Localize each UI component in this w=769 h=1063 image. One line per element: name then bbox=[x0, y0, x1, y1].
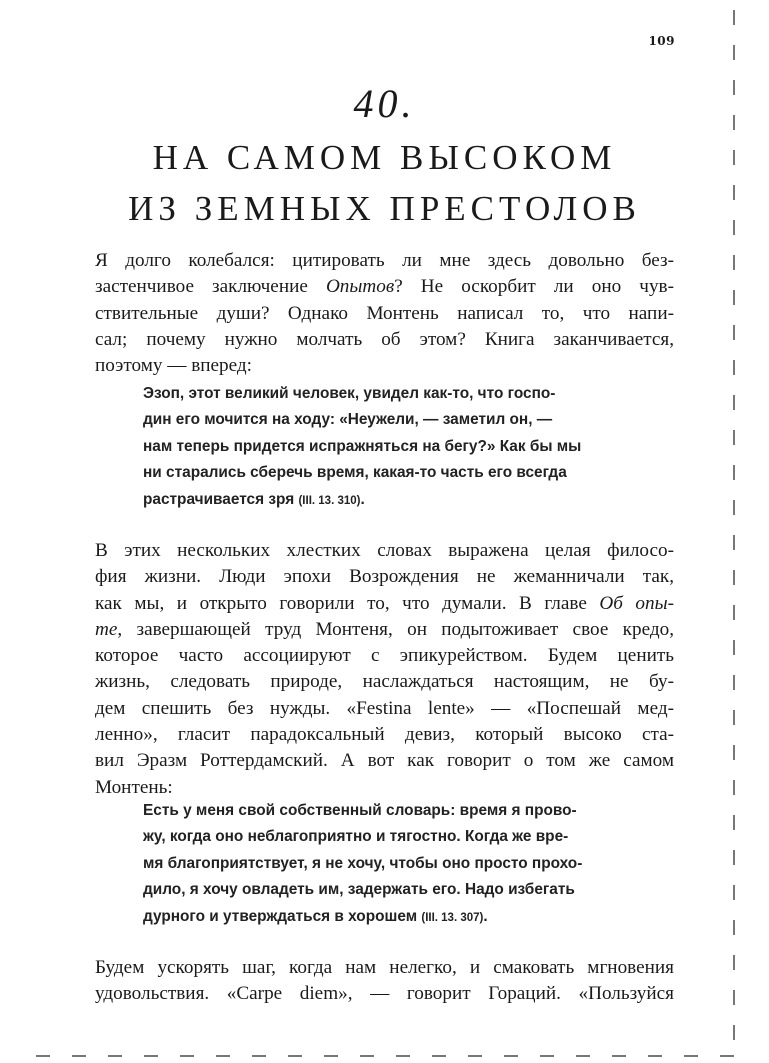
crop-mark bbox=[432, 1055, 446, 1057]
crop-mark bbox=[733, 255, 735, 270]
chapter-title bbox=[0, 132, 769, 234]
text-line: Монтень: bbox=[95, 776, 173, 798]
crop-mark bbox=[733, 990, 735, 1005]
crop-mark bbox=[733, 605, 735, 620]
crop-mark bbox=[733, 780, 735, 795]
text-line: ствительные души? Однако Монтень написал то, что напи- bbox=[95, 302, 674, 324]
page-number: 109 bbox=[648, 34, 675, 48]
text-fragment: , завершающей труд Монтеня, он подытоживает свое кредо, bbox=[117, 618, 674, 640]
text-fragment: . bbox=[360, 490, 365, 508]
text-fragment: как мы, и открыто говорили то, что думали. В главе bbox=[95, 592, 600, 614]
crop-mark bbox=[180, 1055, 194, 1057]
crop-mark bbox=[733, 290, 735, 305]
crop-mark bbox=[504, 1055, 518, 1057]
crop-mark bbox=[733, 675, 735, 690]
text-line: ленно», гласит парадоксальный девиз, который высоко ста- bbox=[95, 724, 674, 746]
text-line bbox=[95, 274, 674, 300]
crop-mark bbox=[733, 360, 735, 375]
text-fragment: . bbox=[483, 907, 488, 925]
quote-line: Эзоп, этот великий человек, увидел как-то, что госпо- bbox=[143, 385, 556, 402]
crop-mark bbox=[733, 640, 735, 655]
crop-mark bbox=[684, 1055, 698, 1057]
text-line: поэтому — вперед: bbox=[95, 355, 253, 377]
crop-mark bbox=[36, 1055, 50, 1057]
text-line: удовольствия. «Carpe diem», — говорит Гораций. «Пользуйся bbox=[95, 983, 674, 1005]
quote-line bbox=[143, 904, 670, 931]
text-line: дем спешить без нужды. «Festina lente» — «Поспешай мед- bbox=[95, 697, 674, 719]
crop-mark bbox=[576, 1055, 590, 1057]
crop-mark bbox=[216, 1055, 230, 1057]
book-title: Опытов bbox=[325, 276, 395, 298]
text-line: В этих нескольких хлестких словах выражена целая филосо- bbox=[95, 540, 674, 561]
quote-line: жу, когда оно неблагоприятно и тягостно. Когда же вре- bbox=[143, 828, 569, 846]
crop-mark bbox=[733, 815, 735, 830]
text-line: фия жизни. Люди эпохи Возрождения не жеманничали так, bbox=[95, 566, 674, 588]
text-line: вил Эразм Роттердамский. А вот как говорит о том же самом bbox=[95, 750, 674, 772]
crop-mark bbox=[733, 465, 735, 480]
text-fragment: ? Не оскорбит ли оно чув- bbox=[394, 276, 674, 298]
crop-mark bbox=[144, 1055, 158, 1057]
crop-mark bbox=[468, 1055, 482, 1057]
crop-mark bbox=[733, 325, 735, 340]
quote-line bbox=[143, 487, 670, 514]
crop-mark bbox=[324, 1055, 338, 1057]
text-line: Я долго колебался: цитировать ли мне здесь довольно без- bbox=[95, 250, 674, 271]
citation-reference: (III. 13. 310) bbox=[298, 494, 361, 507]
quote-line: Есть у меня свой собственный словарь: время я прово- bbox=[143, 802, 577, 819]
crop-mark bbox=[540, 1055, 554, 1057]
crop-mark bbox=[733, 430, 735, 445]
crop-mark bbox=[733, 115, 735, 130]
text-line bbox=[95, 617, 674, 643]
chapter-title-line-2: ИЗ ЗЕМНЫХ ПРЕСТОЛОВ bbox=[128, 189, 641, 228]
paragraph-1 bbox=[95, 248, 674, 379]
quote-line: ни старались сберечь время, какая-то часть его всегда bbox=[143, 464, 567, 482]
crop-mark bbox=[720, 1055, 734, 1057]
crop-mark bbox=[733, 850, 735, 865]
text-fragment: дурного и утверждаться в хорошем bbox=[143, 907, 422, 925]
crop-mark bbox=[108, 1055, 122, 1057]
text-line bbox=[95, 591, 674, 617]
crop-mark bbox=[733, 955, 735, 970]
chapter-reference: те bbox=[95, 618, 118, 640]
crop-mark bbox=[733, 220, 735, 235]
crop-mark bbox=[733, 920, 735, 935]
paragraph-2 bbox=[95, 538, 674, 801]
quote-line: мя благоприятствует, я не хочу, чтобы оно просто прохо- bbox=[143, 854, 583, 872]
quote-2 bbox=[143, 798, 670, 931]
text-fragment: застенчивое заключение bbox=[95, 276, 326, 298]
crop-mark bbox=[733, 500, 735, 515]
crop-mark bbox=[733, 885, 735, 900]
crop-mark bbox=[72, 1055, 86, 1057]
crop-mark bbox=[733, 80, 735, 95]
crop-mark bbox=[733, 185, 735, 200]
crop-mark bbox=[733, 710, 735, 725]
paragraph-3 bbox=[95, 955, 674, 1008]
crop-mark bbox=[252, 1055, 266, 1057]
quote-line: дило, я хочу овладеть им, задержать его. Надо избегать bbox=[143, 881, 575, 899]
text-fragment: растрачивается зря bbox=[143, 490, 299, 508]
citation-reference: (III. 13. 307) bbox=[421, 911, 484, 924]
crop-mark bbox=[733, 150, 735, 165]
crop-mark bbox=[733, 535, 735, 550]
quote-line: дин его мочится на ходу: «Неужели, — заметил он, — bbox=[143, 411, 553, 429]
chapter-title-line-1: НА САМОМ ВЫСОКОМ bbox=[152, 138, 617, 177]
crop-mark bbox=[612, 1055, 626, 1057]
text-line: сал; почему нужно молчать об этом? Книга заканчивается, bbox=[95, 328, 674, 350]
text-line: которое часто ассоциируют с эпикурейством. Будем ценить bbox=[95, 645, 674, 667]
crop-mark bbox=[733, 1025, 735, 1040]
crop-mark bbox=[733, 745, 735, 760]
crop-mark bbox=[396, 1055, 410, 1057]
crop-mark bbox=[648, 1055, 662, 1057]
crop-mark bbox=[733, 45, 735, 60]
chapter-number: 40. bbox=[353, 81, 416, 126]
text-line: Будем ускорять шаг, когда нам нелегко, и смаковать мгновения bbox=[95, 957, 674, 978]
text-line: жизнь, следовать природе, наслаждаться настоящим, не бу- bbox=[95, 671, 674, 693]
quote-line: нам теперь придется испражняться на бегу?» Как бы мы bbox=[143, 437, 582, 455]
crop-mark bbox=[733, 10, 735, 25]
crop-mark bbox=[288, 1055, 302, 1057]
crop-mark bbox=[360, 1055, 374, 1057]
quote-1 bbox=[143, 381, 670, 514]
chapter-reference: Об опы- bbox=[599, 592, 674, 614]
crop-mark bbox=[733, 395, 735, 410]
crop-mark bbox=[733, 570, 735, 585]
